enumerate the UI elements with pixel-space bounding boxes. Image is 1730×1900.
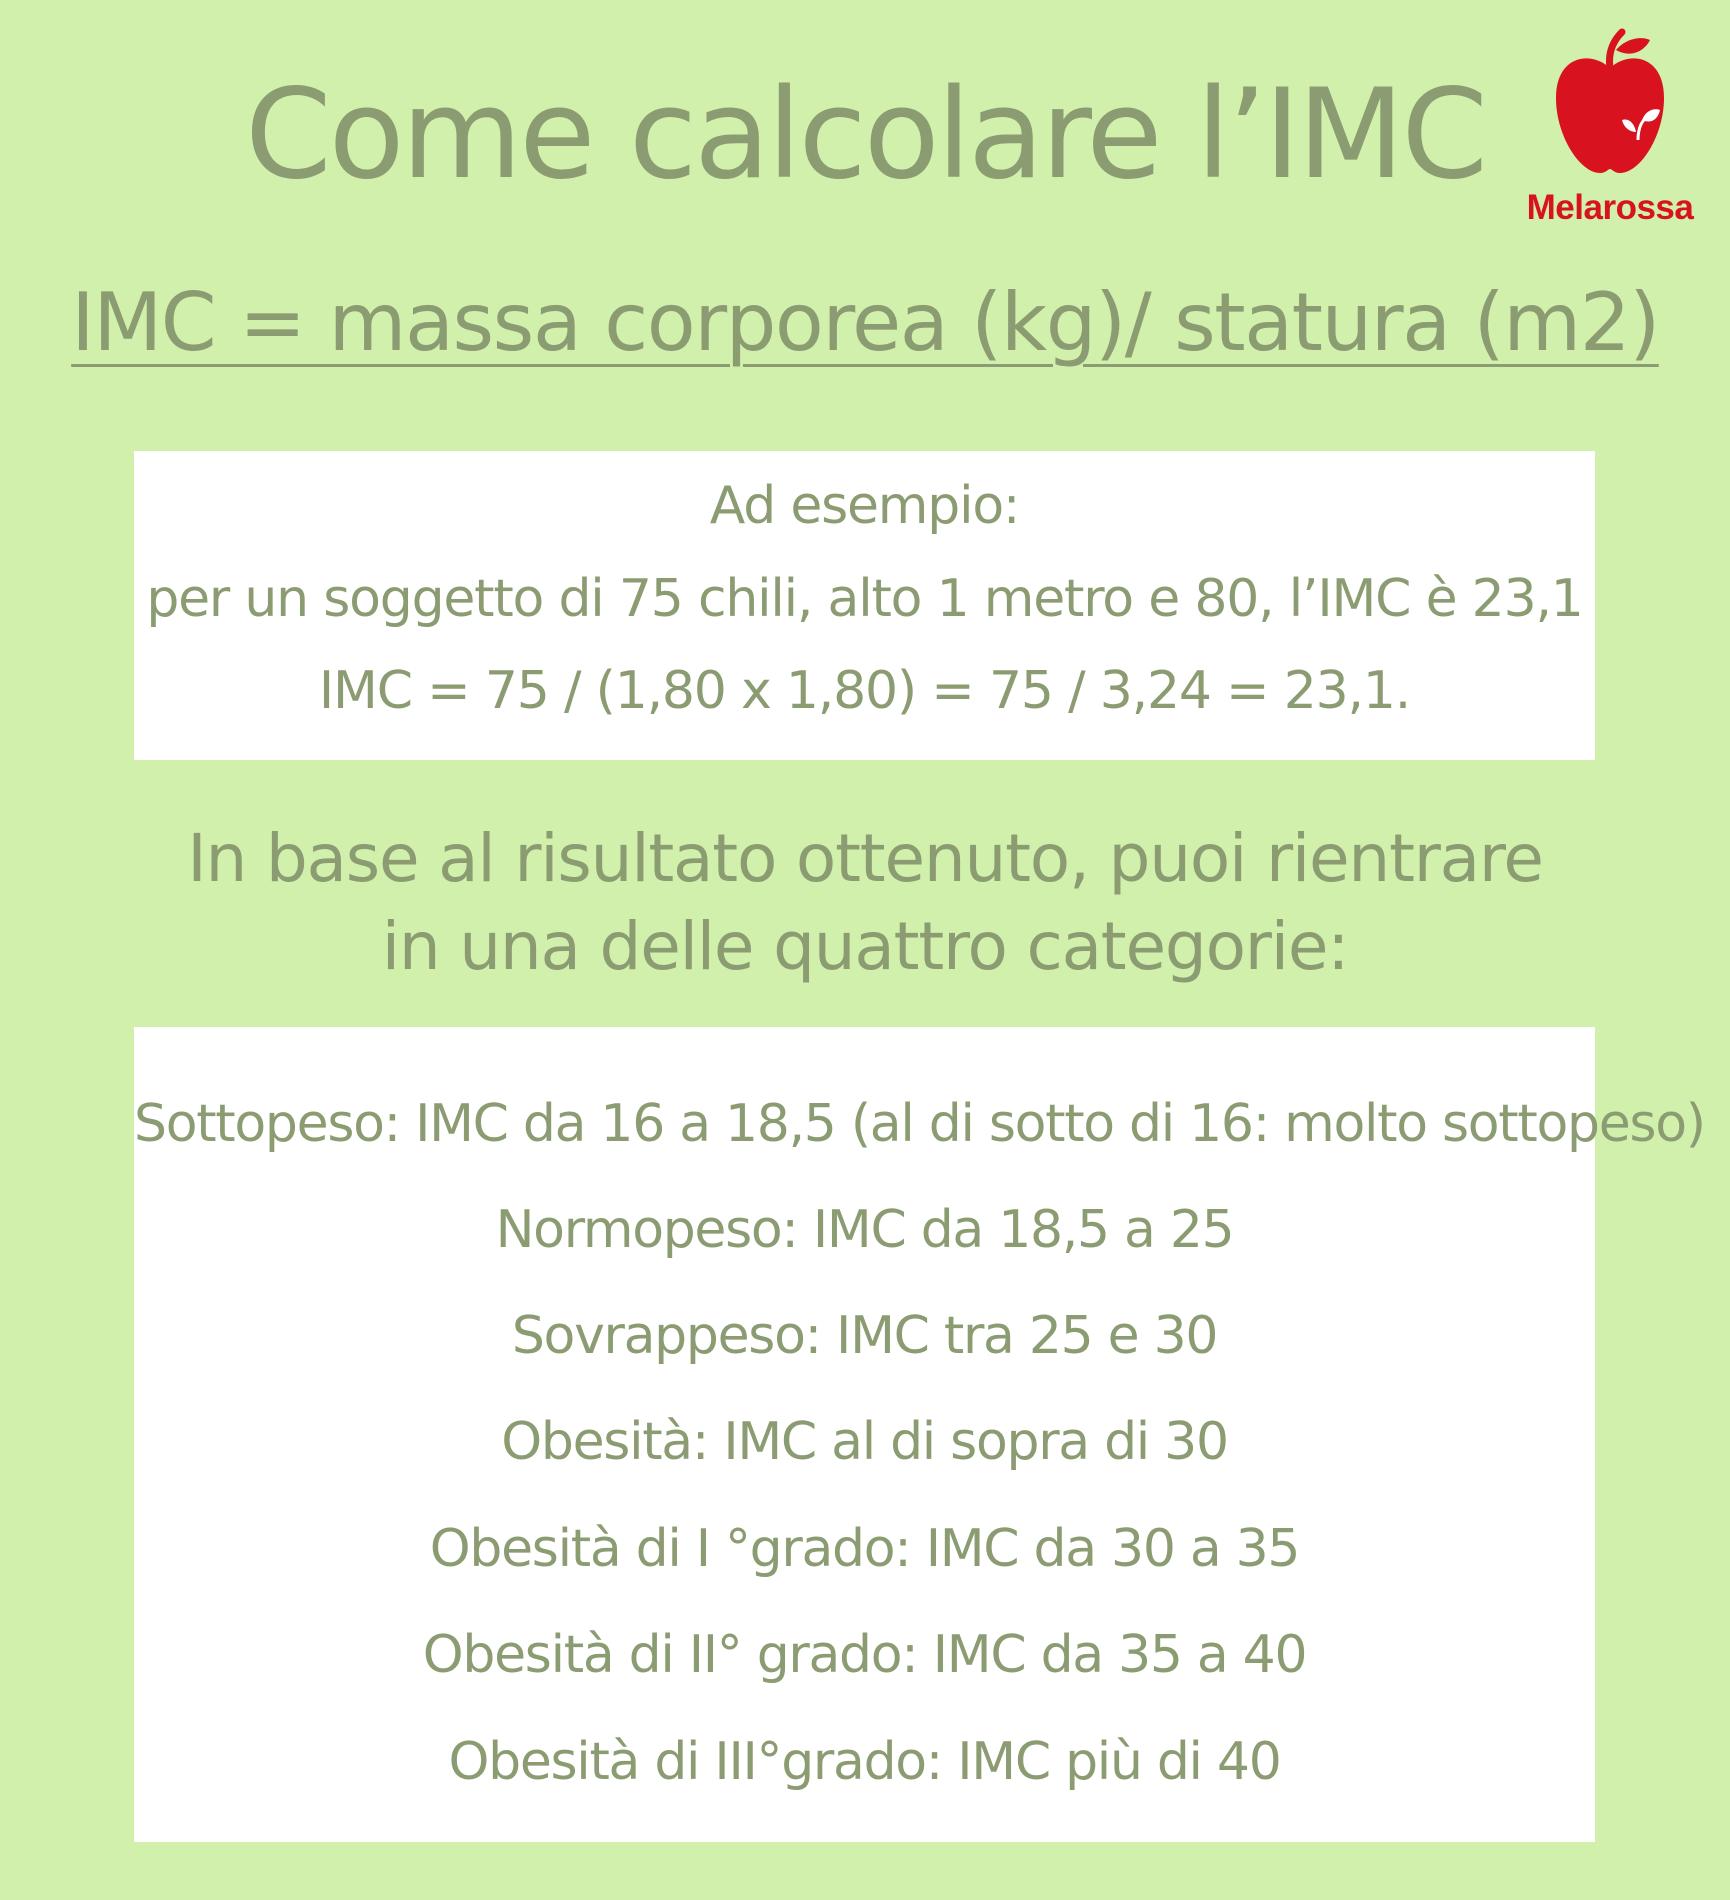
category-item: Obesità di III°grado: IMC più di 40 <box>448 1732 1281 1792</box>
example-heading: Ad esempio: <box>709 476 1020 536</box>
example-panel <box>134 451 1595 760</box>
category-item: Normopeso: IMC da 18,5 a 25 <box>495 1200 1234 1260</box>
categories-intro <box>0 815 1730 991</box>
example-line: per un soggetto di 75 chili, alto 1 metro e 80, l’IMC è 23,1 <box>146 569 1583 629</box>
category-item: Obesità di II° grado: IMC da 35 a 40 <box>422 1625 1307 1685</box>
category-item: Sottopeso: IMC da 16 a 18,5 (al di sotto di 16: molto sottopeso) <box>134 1094 1705 1154</box>
intro-line: in una delle quattro categorie: <box>381 908 1349 985</box>
category-item: Obesità di I °grado: IMC da 30 a 35 <box>429 1519 1300 1579</box>
melarossa-logo <box>1515 28 1705 228</box>
page-title: Come calcolare l’IMC <box>244 63 1485 207</box>
category-item: Sovrappeso: IMC tra 25 e 30 <box>511 1306 1218 1366</box>
example-calculation: IMC = 75 / (1,80 x 1,80) = 75 / 3,24 = 23,1. <box>318 661 1411 721</box>
apple-icon <box>1550 28 1670 178</box>
category-item: Obesità: IMC al di sopra di 30 <box>501 1412 1228 1472</box>
formula-text: IMC = massa corporea (kg)/ statura (m2) <box>71 276 1659 369</box>
imc-formula <box>0 275 1730 371</box>
logo-text: Melarossa <box>1526 188 1694 227</box>
categories-panel <box>134 1027 1705 1842</box>
intro-line: In base al risultato ottenuto, puoi rientrare <box>187 820 1543 897</box>
